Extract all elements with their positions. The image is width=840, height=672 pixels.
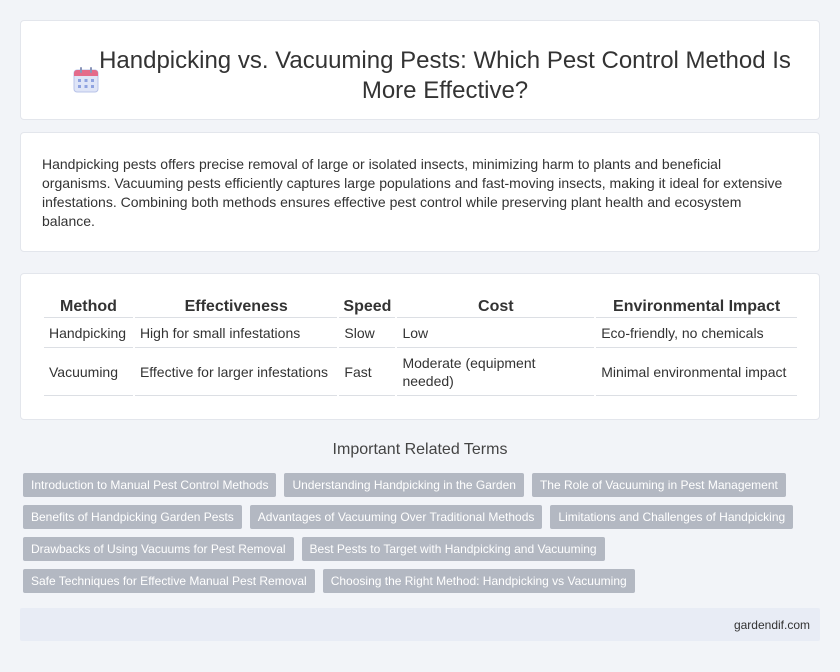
tag-row (23, 569, 823, 593)
related-terms-tags (23, 473, 823, 601)
comparison-table (42, 294, 799, 396)
comparison-table-card (20, 273, 820, 420)
related-tag[interactable]: Benefits of Handpicking Garden Pests (23, 505, 242, 529)
table-cell: Eco-friendly, no chemicals (596, 318, 797, 348)
title-card (20, 20, 820, 120)
table-cell: Slow (339, 318, 395, 348)
related-tag[interactable]: Introduction to Manual Pest Control Methods (23, 473, 276, 497)
related-tag[interactable]: Limitations and Challenges of Handpicking (550, 505, 793, 529)
table-cell: Moderate (equipment needed) (397, 348, 594, 396)
table-cell: Minimal environmental impact (596, 348, 797, 396)
header-method: Method (44, 294, 133, 318)
tag-row (23, 505, 823, 529)
table-cell: High for small infestations (135, 318, 337, 348)
footer (20, 608, 820, 641)
related-tag[interactable]: Drawbacks of Using Vacuums for Pest Removal (23, 537, 294, 561)
table-cell: Handpicking (44, 318, 133, 348)
related-terms-title: Important Related Terms (332, 441, 508, 458)
header-effectiveness: Effectiveness (135, 294, 337, 318)
page-title: Handpicking vs. Vacuuming Pests: Which Pest Control Method Is More Effective? (99, 47, 791, 104)
table-cell: Vacuuming (44, 348, 133, 396)
related-tag[interactable]: Best Pests to Target with Handpicking and Vacuuming (302, 537, 605, 561)
related-tag[interactable]: The Role of Vacuuming in Pest Management (532, 473, 786, 497)
footer-site-name: gardendif.com (733, 618, 810, 632)
header-cost: Cost (397, 294, 594, 318)
table-cell: Effective for larger infestations (135, 348, 337, 396)
table-header-row (44, 294, 797, 318)
table-row (44, 348, 797, 396)
table-cell: Fast (339, 348, 395, 396)
related-tag[interactable]: Safe Techniques for Effective Manual Pest Removal (23, 569, 315, 593)
header-speed: Speed (339, 294, 395, 318)
related-tag[interactable]: Advantages of Vacuuming Over Traditional Methods (250, 505, 543, 529)
table-row (44, 318, 797, 348)
related-tag[interactable]: Choosing the Right Method: Handpicking vs Vacuuming (323, 569, 635, 593)
tag-row (23, 537, 823, 561)
related-tag[interactable]: Understanding Handpicking in the Garden (284, 473, 523, 497)
table-cell: Low (397, 318, 594, 348)
intro-card (20, 132, 820, 252)
tag-row (23, 473, 823, 497)
header-environmental-impact: Environmental Impact (596, 294, 797, 318)
intro-paragraph: Handpicking pests offers precise removal of large or isolated insects, minimizing harm to plants and beneficial organisms. Vacuuming pests efficiently captures large populations and fast-moving insects, making it ideal for extensive infestations. Combining both methods ensures effective pest control while preserving plant health and ecosystem balance. (42, 156, 783, 229)
